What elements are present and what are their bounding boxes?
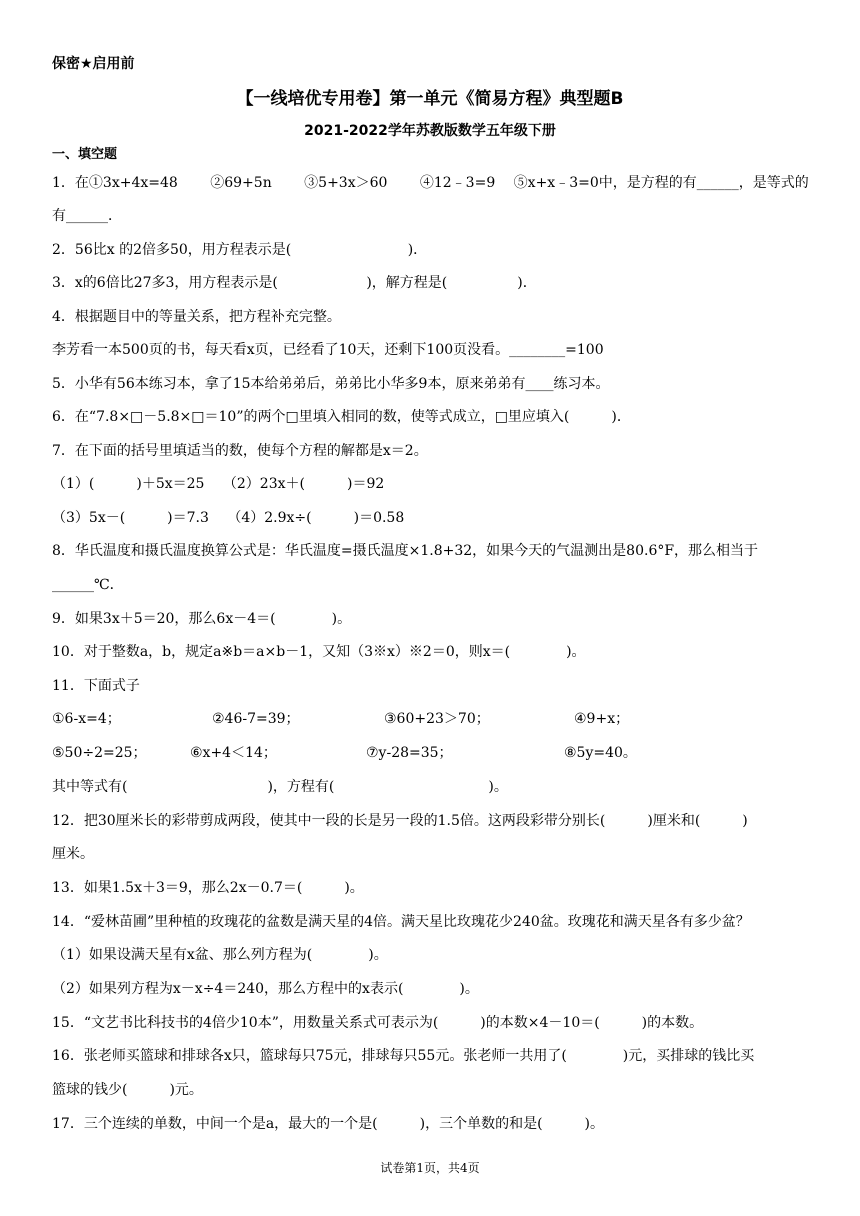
- question-7-parts-3-4: （3）5x－( )＝7.3 （4）2.9x÷( )＝0.58: [52, 510, 405, 526]
- question-11-expression-row-2: [52, 743, 820, 763]
- expression-6: ⑥x+4＜14；: [190, 745, 277, 761]
- exam-subtitle: 2021-2022学年苏教版数学五年级下册: [304, 123, 556, 139]
- question-12-line-1: 12．把30厘米长的彩带剪成两段，使其中一段的长是另一段的1.5倍。这两段彩带分别长( )厘米和( ): [52, 813, 748, 829]
- expression-8: ⑧5y=40。: [564, 745, 637, 761]
- expression-3: ③60+23＞70；: [384, 711, 490, 727]
- exam-title: 【一线培优专用卷】第一单元《简易方程》典型题B: [236, 89, 624, 109]
- question-11-answers: 其中等式有( )，方程有( )。: [52, 779, 508, 795]
- question-5: 5．小华有56本练习本，拿了15本给弟弟后，弟弟比小华多9本，原来弟弟有____练习本。: [52, 376, 610, 392]
- question-11-expression-row-1: [52, 709, 820, 729]
- question-7-prompt: 7．在下面的括号里填适当的数，使每个方程的解都是x＝2。: [52, 443, 428, 459]
- question-14-part-1: （1）如果设满天星有x盆、那么列方程为( )。: [52, 947, 388, 963]
- question-14-part-2: （2）如果列方程为x－x÷4＝240，那么方程中的x表示( )。: [52, 981, 479, 997]
- question-4-prompt: 4．根据题目中的等量关系，把方程补充完整。: [52, 309, 341, 325]
- question-2: 2．56比x 的2倍多50，用方程表示是( )．: [52, 242, 428, 258]
- expression-2: ②46-7=39；: [212, 711, 300, 727]
- expression-4: ④9+x；: [574, 711, 630, 727]
- question-13: 13．如果1.5x＋3＝9，那么2x－0.7＝( )。: [52, 880, 364, 896]
- question-7-parts-1-2: （1）( )＋5x＝25 （2）23x＋( )＝92: [52, 476, 385, 492]
- question-1-line-1: 1．在①3x+4x=48 ②69+5n ③5+3x＞60 ④12﹣3=9 ⑤x+x﹣3=0中，是方程的有______，是等式的: [52, 175, 809, 191]
- question-3: 3．x的6倍比27多3，用方程表示是( )，解方程是( )．: [52, 275, 537, 291]
- expression-5: ⑤50÷2=25；: [52, 745, 147, 761]
- question-6: 6．在“7.8×□－5.8×□＝10”的两个□里填入相同的数，使等式成立，□里应填入( )．: [52, 409, 631, 425]
- question-15: 15．“文艺书比科技书的4倍少10本”，用数量关系式可表示为( )的本数×4－10＝( )的本数。: [52, 1015, 704, 1031]
- section-heading: 一、填空题: [52, 147, 118, 162]
- question-8-line-2: ______℃．: [52, 577, 124, 593]
- question-8-line-1: 8．华氏温度和摄氏温度换算公式是：华氏温度=摄氏温度×1.8+32，如果今天的气温测出是80.6°F，那么相当于: [52, 543, 759, 559]
- question-12-line-2: 厘米。: [52, 846, 94, 862]
- confidential-label: 保密★启用前: [52, 56, 135, 72]
- question-10: 10．对于整数a，b，规定a※b＝a×b－1，又知（3※x）※2＝0，则x＝( )。: [52, 644, 586, 660]
- question-17: 17．三个连续的单数，中间一个是a，最大的一个是( )，三个单数的和是( )。: [52, 1116, 605, 1132]
- expression-7: ⑦y-28=35；: [366, 745, 453, 761]
- question-1-line-2: 有______．: [52, 208, 122, 224]
- question-11-prompt: 11．下面式子: [52, 678, 140, 694]
- question-4-text: 李芳看一本500页的书，每天看x页，已经看了10天，还剩下100页没看。________=100: [52, 342, 604, 358]
- question-16-line-1: 16．张老师买篮球和排球各x只，篮球每只75元，排球每只55元。张老师一共用了( )元，买排球的钱比买: [52, 1048, 755, 1064]
- expression-1: ①6-x=4；: [52, 711, 121, 727]
- question-9: 9．如果3x＋5＝20，那么6x－4＝( )。: [52, 611, 352, 627]
- question-16-line-2: 篮球的钱少( )元。: [52, 1082, 203, 1098]
- question-14-prompt: 14．“爱林苗圃”里种植的玫瑰花的盆数是满天星的4倍。满天星比玫瑰花少240盆。玫瑰花和满天星各有多少盆？: [52, 914, 750, 930]
- page-footer: 试卷第1页，共4页: [380, 1161, 480, 1175]
